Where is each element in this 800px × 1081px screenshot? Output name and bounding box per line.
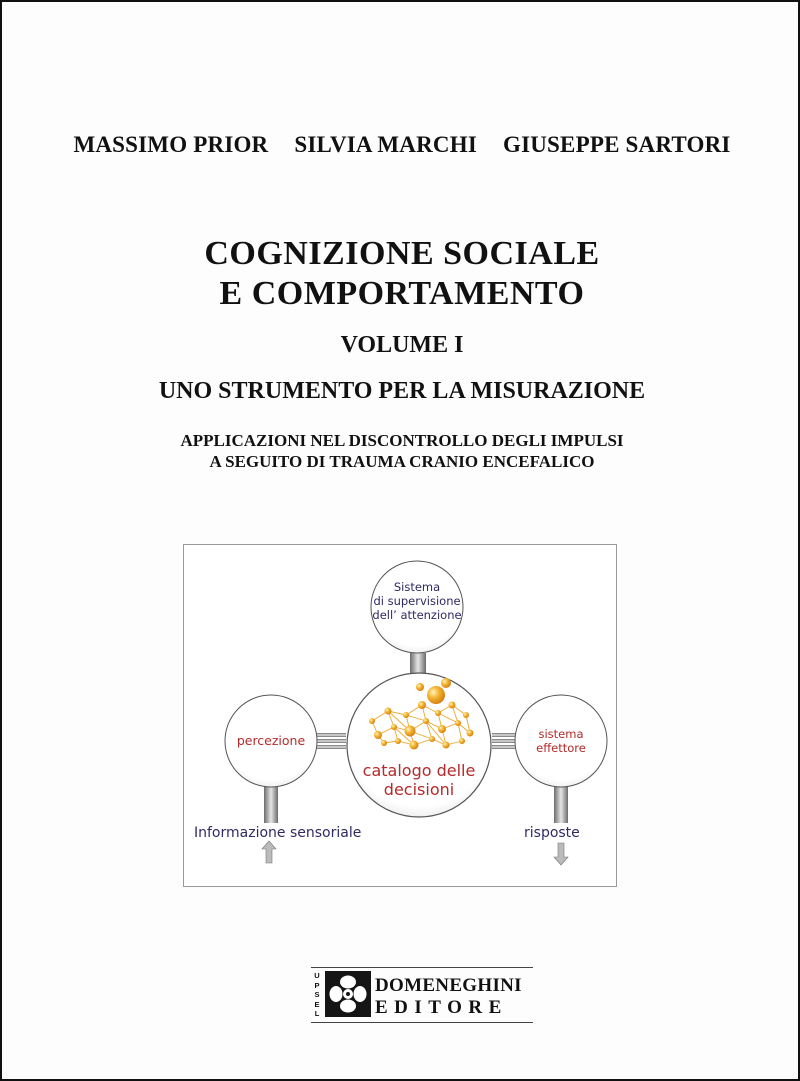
publisher-logo-icon [325, 971, 371, 1017]
applications-line: APPLICAZIONI NEL DISCONTROLLO DEGLI IMPULSI [180, 431, 624, 450]
applications-text [2, 430, 800, 472]
side-letter: L [314, 1009, 320, 1019]
applications-line: A SEGUITO DI TRAUMA CRANIO ENCEFALICO [209, 452, 595, 471]
title-line: E COMPORTAMENTO [219, 275, 585, 312]
left-node-label: percezione [236, 733, 306, 748]
author-name: SILVIA MARCHI [294, 132, 477, 157]
input-arrow-icon [262, 841, 276, 863]
input-label: Informazione sensoriale [194, 825, 362, 841]
center-node-line: decisioni [383, 780, 455, 799]
top-node-line: dell’ attenzione [372, 608, 462, 622]
cognitive-model-diagram [183, 544, 617, 887]
side-letter: S [314, 990, 320, 1000]
right-node-label [515, 727, 607, 755]
book-subtitle: UNO STRUMENTO PER LA MISURAZIONE [158, 378, 646, 404]
top-node-line: Sistema [393, 580, 441, 594]
side-letter: U [314, 971, 320, 980]
side-letter: E [314, 999, 320, 1009]
top-node-line: di supervisione [373, 594, 461, 608]
volume-label: VOLUME I [340, 332, 464, 358]
side-letter: P [314, 980, 320, 990]
publisher-subtitle: EDITORE [375, 997, 508, 1018]
publisher-name: DOMENEGHINI [375, 975, 522, 996]
center-node-line: catalogo delle [362, 761, 476, 780]
right-node-line: effettore [536, 741, 586, 755]
publisher-block [311, 967, 533, 1023]
publisher-side-text [313, 971, 321, 1019]
book-title [2, 234, 800, 314]
author-list [2, 132, 800, 158]
divider [311, 1022, 533, 1023]
output-arrow-icon [554, 843, 568, 865]
center-node-label [354, 761, 484, 799]
title-line: COGNIZIONE SOCIALE [204, 235, 600, 272]
author-name: MASSIMO PRIOR [73, 132, 269, 157]
right-node-line: sistema [538, 727, 584, 741]
top-node-label [371, 580, 463, 622]
output-label: risposte [524, 825, 580, 841]
divider [311, 967, 533, 968]
author-name: GIUSEPPE SARTORI [502, 132, 731, 157]
